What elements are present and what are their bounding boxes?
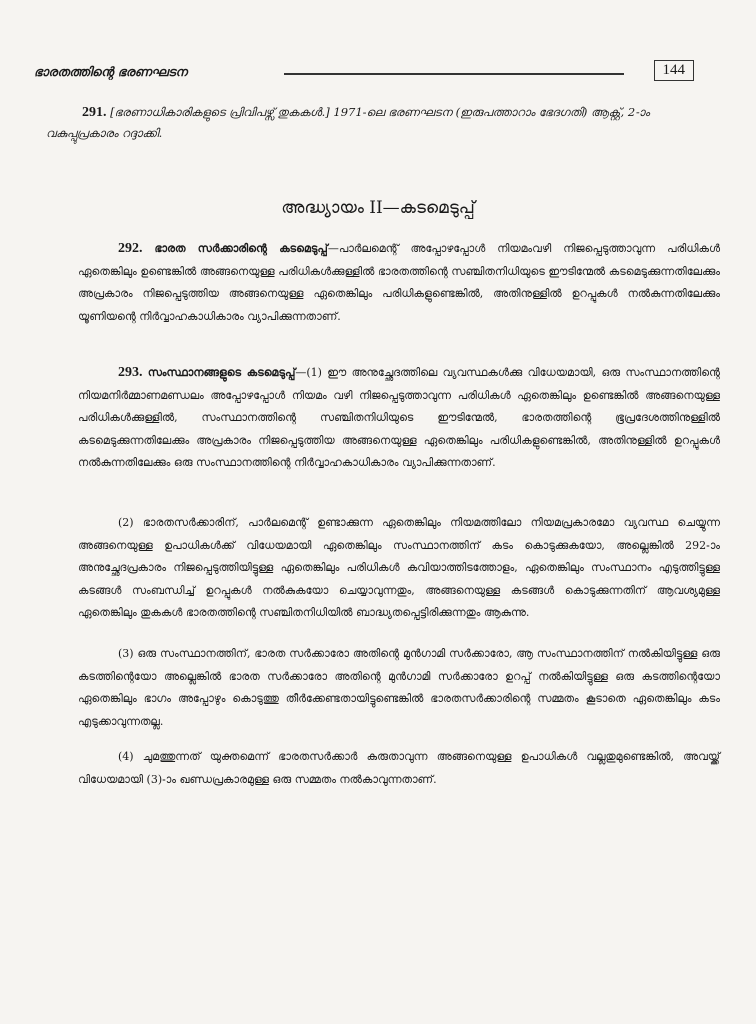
- article-293: [78, 362, 720, 475]
- footnote-number: 291.: [82, 105, 107, 120]
- clause-2: (2) ഭാരതസർക്കാരിന്, പാർലമെന്റ് ഉണ്ടാക്കുന്ന ഏതെങ്കിലും നിയമത്തിലോ നിയമപ്രകാരമോ വ്യവസ്ഥ ചെയ്യുന്ന അങ്ങനെയുള്ള ഉപാധികൾക്ക് വിധേയമായി ഏതെങ്കിലും സംസ്ഥാനത്തിന് കടം കൊടുക്കുകയോ, അല്ലെങ്കിൽ 292-ാം അനുച്ഛേദപ്രകാരം നിജപ്പെടുത്തിയിട്ടുള്ള ഏതെങ്കിലും പരിധികൾ കവിയാത്തിടത്തോളം, ഏതെങ്കിലും സംസ്ഥാനം എടുത്തിട്ടുള്ള കടങ്ങൾ സംബന്ധിച്ച് ഉറപ്പുകൾ നൽകുകയോ ചെയ്യാവുന്നതും, അങ്ങനെയുള്ള കടങ്ങൾ കൊടുക്കുന്നതിന് ആവശ്യമുള്ള ഏതെങ്കിലും തുകകൾ ഭാരതത്തിന്റെ സഞ്ചിതനിധിയിൽ ബാദ്ധ്യതപ്പെട്ടിരിക്കുന്നതും ആകുന്നു.: [78, 516, 720, 619]
- clause-4: (4) ചുമത്തുന്നത് യുക്തമെന്ന് ഭാരതസർക്കാർ കരുതാവുന്ന അങ്ങനെയുള്ള ഉപാധികൾ വല്ലതുമുണ്ടെങ്കിൽ, അവയ്ക്ക് വിധേയമായി (3)-ാം ഖണ്ഡപ്രകാരമുള്ള ഒരു സമ്മതം നൽകാവുന്നതാണ്.: [78, 750, 720, 786]
- section-number: 292.: [118, 241, 143, 256]
- chapter-title: അദ്ധ്യായം II—കടമെടുപ്പ്: [281, 198, 475, 218]
- section-body: —(1) ഈ അനുച്ഛേദത്തിലെ വ്യവസ്ഥകൾക്കു വിധേയമായി, ഒരു സംസ്ഥാനത്തിന്റെ നിയമനിർമ്മാണമണ്ഡലം അപ്പോഴപ്പോൾ നിയമം വഴി നിജപ്പെടുത്താവുന്ന പരിധികൾ ഏതെങ്കിലും ഉണ്ടെങ്കിൽ അങ്ങനെയുള്ള പരിധികൾക്കുള്ളിൽ, സംസ്ഥാനത്തിന്റെ സഞ്ചിതനിധിയുടെ ഈടിന്മേൽ, ഭാരതത്തിന്റെ ഭൂപ്രദേശത്തിനുള്ളിൽ കടമെടുക്കുന്നതിലേക്കും അപ്രകാരം നിജപ്പെടുത്തിയ അങ്ങനെയുള്ള ഏതെങ്കിലും പരിധികളുണ്ടെങ്കിൽ, അതിനുള്ളിൽ ഉറപ്പുകൾ നൽകുന്നതിലേക്കും ഒരു സംസ്ഥാനത്തിന്റെ നിർവ്വാഹകാധികാരം വ്യാപിക്കുന്നതാണ്.: [78, 366, 720, 469]
- footnote-text: [ഭരണാധികാരികളുടെ പ്രിവിപഴ്സ് തുകകൾ.] 1971-ലെ ഭരണഘടന (ഇരുപത്താറാം ഭേദഗതി) ആക്റ്റ്, 2-ാം വകുപ്പുപ്രകാരം റദ്ദാക്കി.: [46, 105, 650, 140]
- header-rule: [284, 73, 624, 75]
- section-heading: ഭാരത സർക്കാരിന്റെ കടമെടുപ്പ്: [154, 242, 328, 255]
- article-292: [78, 238, 720, 328]
- clause-3: (3) ഒരു സംസ്ഥാനത്തിന്, ഭാരത സർക്കാരോ അതിന്റെ മുൻഗാമി സർക്കാരോ, ആ സംസ്ഥാനത്തിന് നൽകിയിട്ടുള്ള ഒരു കടത്തിന്റെയോ അല്ലെങ്കിൽ ഭാരത സർക്കാരോ അതിന്റെ മുൻഗാമി സർക്കാരോ ഉറപ്പ് നൽകിയിട്ടുള്ള ഒരു കടത്തിന്റെയോ ഏതെങ്കിലും ഭാഗം അപ്പോഴും കൊടുത്തു തീർക്കേണ്ടതായിട്ടുണ്ടെങ്കിൽ ഭാരതസർക്കാരിന്റെ സമ്മതം കൂടാതെ ഏതെങ്കിലും കടം എടുക്കാവുന്നതല്ല.: [78, 647, 720, 728]
- page-number: 144: [654, 60, 695, 81]
- section-body: —പാർലമെന്റ് അപ്പോഴപ്പോൾ നിയമംവഴി നിജപ്പെടുത്താവുന്ന പരിധികൾ ഏതെങ്കിലും ഉണ്ടെങ്കിൽ അങ്ങനെയുള്ള പരിധികൾക്കുള്ളിൽ ഭാരതത്തിന്റെ സഞ്ചിതനിധിയുടെ ഈടിന്മേൽ കടമെടുക്കുന്നതിലേക്കും അപ്രകാരം നിജപ്പെടുത്തിയ അങ്ങനെയുള്ള ഏതെങ്കിലും പരിധികളുണ്ടെങ്കിൽ, അതിനുള്ളിൽ ഉറപ്പുകൾ നൽകുന്നതിലേക്കും യൂണിയന്റെ നിർവ്വാഹകാധികാരം വ്യാപിക്കുന്നതാണ്.: [78, 242, 721, 323]
- show-through-texture: [50, 140, 730, 180]
- running-title: ഭാരതത്തിന്റെ ഭരണഘടന: [34, 64, 188, 79]
- section-heading: സംസ്ഥാനങ്ങളുടെ കടമെടുപ്പ്: [147, 366, 296, 379]
- running-header: [34, 60, 724, 86]
- footnote-291: [46, 102, 714, 144]
- section-number: 293.: [118, 365, 143, 380]
